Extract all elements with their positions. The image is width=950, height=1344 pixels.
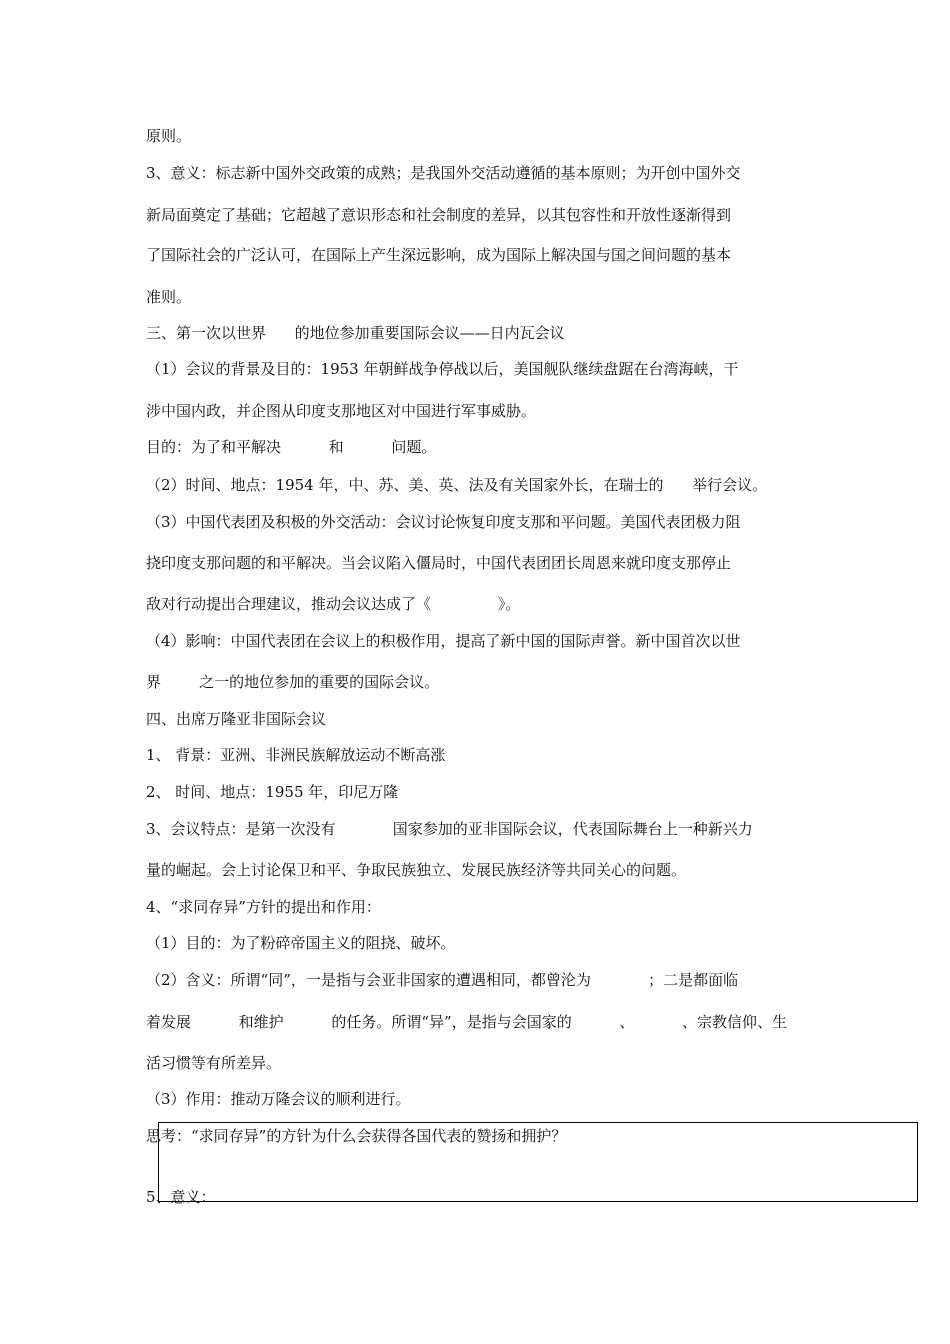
text-line: 了国际社会的广泛认可，在国际上产生深远影响，成为国际上解决国与国之间问题的基本 bbox=[146, 246, 732, 264]
text-line: 目的：为了和平解决 和 问题。 bbox=[146, 438, 437, 456]
text-line: 着发展 和维护 的任务。所谓“异”，是指与会国家的 、 、宗教信仰、生 bbox=[146, 1013, 788, 1031]
text-line: 量的崛起。会上讨论保卫和平、争取民族独立、发展民族经济等共同关心的问题。 bbox=[146, 861, 687, 879]
text-line: 敌对行动提出合理建议，推动会议达成了《 》。 bbox=[146, 595, 521, 613]
text-line: 界 之一的地位参加的重要的国际会议。 bbox=[146, 673, 440, 691]
section-heading: 三、第一次以世界 的地位参加重要国际会议——日内瓦会议 bbox=[146, 324, 565, 342]
text-line: 新局面奠定了基础；它超越了意识形态和社会制度的差异，以其包容性和开放性逐渐得到 bbox=[146, 206, 732, 224]
text-line: （1）会议的背景及目的：1953 年朝鲜战争停战以后，美国舰队继续盘踞在台湾海峡，干 bbox=[146, 360, 739, 378]
text-line: 4、“求同存异”方针的提出和作用： bbox=[146, 898, 381, 916]
text-line: 活习惯等有所差异。 bbox=[146, 1054, 282, 1072]
text-line: 1、 背景：亚洲、非洲民族解放运动不断高涨 bbox=[146, 746, 446, 764]
text-line: 涉中国内政，并企图从印度支那地区对中国进行军事威胁。 bbox=[146, 402, 537, 420]
text-line: 准则。 bbox=[146, 288, 192, 306]
text-line: （4）影响：中国代表团在会议上的积极作用，提高了新中国的国际声誉。新中国首次以世 bbox=[146, 632, 741, 650]
text-line: 3、会议特点：是第一次没有 国家参加的亚非国际会议，代表国际舞台上一种新兴力 bbox=[146, 820, 753, 838]
text-line: 2、 时间、地点：1955 年，印尼万隆 bbox=[146, 783, 399, 801]
text-line: 挠印度支那问题的和平解决。当会议陷入僵局时，中国代表团团长周恩来就印度支那停止 bbox=[146, 554, 732, 572]
text-line: （2）时间、地点：1954 年，中、苏、美、英、法及有关国家外长，在瑞士的 举行会议。 bbox=[146, 476, 768, 494]
text-line: 3、意义：标志新中国外交政策的成熟；是我国外交活动遵循的基本原则；为开创中国外交 bbox=[146, 164, 741, 182]
text-line: （2）含义：所谓“同”，一是指与会亚非国家的遭遇相同，都曾沦为 ；二是都面临 bbox=[146, 971, 739, 989]
text-line: （3）中国代表团及积极的外交活动：会议讨论恢复印度支那和平问题。美国代表团极力阻 bbox=[146, 513, 741, 531]
thinking-question: 思考：“求同存异”的方针为什么会获得各国代表的赞扬和拥护？ bbox=[146, 1127, 567, 1145]
text-line: 5、意义： bbox=[146, 1188, 216, 1206]
text-line: 原则。 bbox=[146, 127, 192, 145]
text-line: （1）目的：为了粉碎帝国主义的阻挠、破坏。 bbox=[146, 934, 456, 952]
section-heading: 四、出席万隆亚非国际会议 bbox=[146, 710, 327, 728]
text-line: （3）作用：推动万隆会议的顺利进行。 bbox=[146, 1090, 411, 1108]
